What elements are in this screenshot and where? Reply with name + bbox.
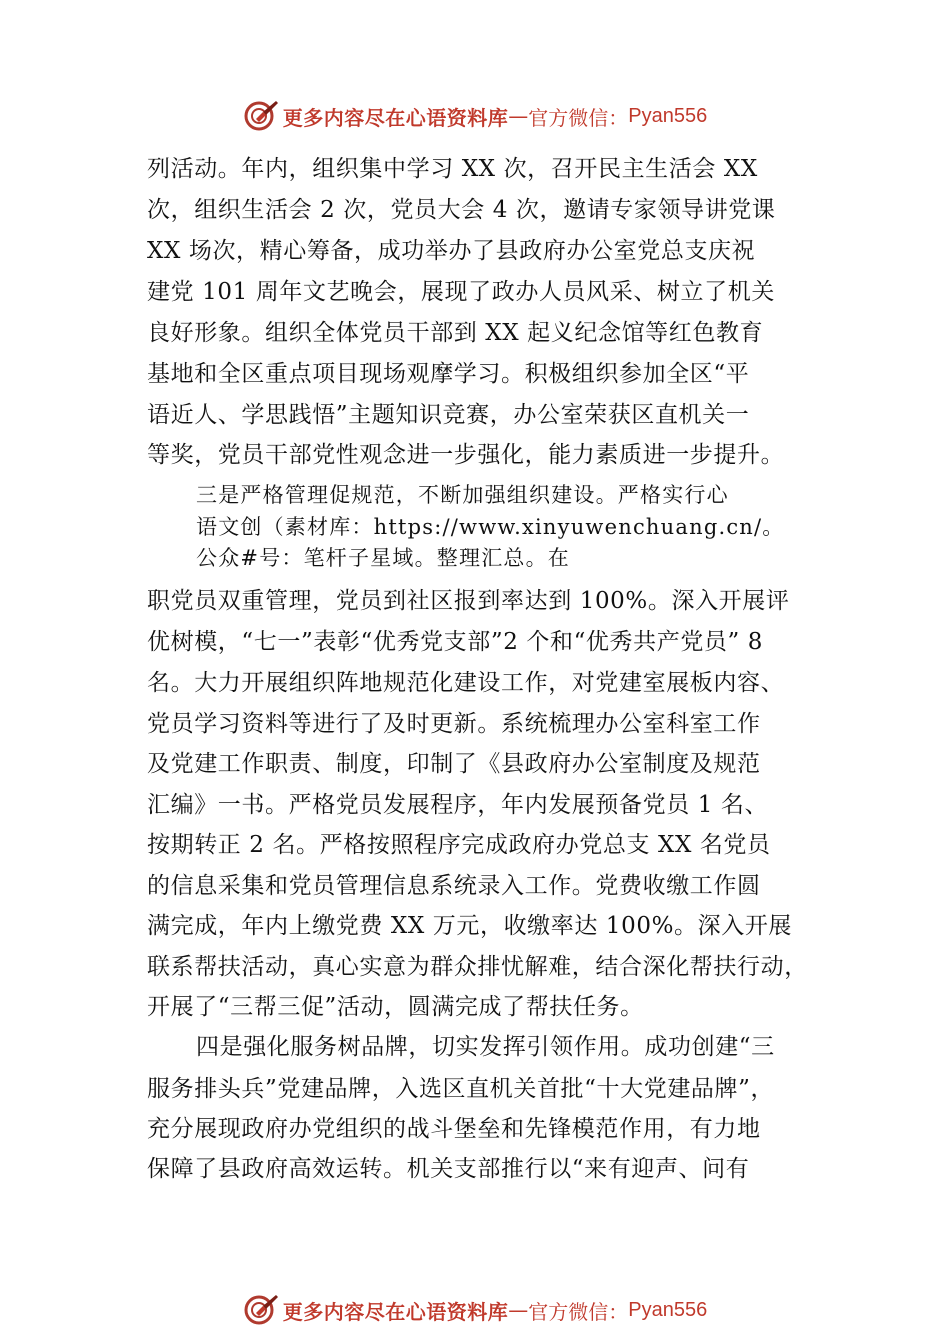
body-line: 开展了“三帮三促”活动，圆满完成了帮扶任务。 [147, 994, 644, 1020]
header-title: 更多内容尽在心语资料库 [282, 105, 509, 130]
body-line: 联系帮扶活动，真心实意为群众排忧解难，结合深化帮扶行动， [147, 954, 808, 980]
body-line: 建党 101 周年文艺晚会，展现了政办人员风采、树立了机关 [147, 279, 775, 305]
header-wechat-label: 官方微信： [528, 105, 629, 130]
header-banner [0, 96, 950, 136]
body-line: 服务排头兵”党建品牌，入选区直机关首批“十大党建品牌”， [147, 1076, 775, 1102]
body-line: 保障了县政府高效运转。机关支部推行以“来有迎声、问有 [147, 1156, 750, 1182]
footer-banner [0, 1290, 950, 1330]
body-line: 四是强化服务树品牌，切实发挥引领作用。成功创建“三 [196, 1034, 775, 1060]
body-line: 语近人、学思践悟”主题知识竞赛，办公室荣获区直机关一 [147, 402, 750, 428]
body-line: 列活动。年内，组织集中学习 XX 次，召开民主生活会 XX [147, 156, 758, 182]
footer-wechat-id: Pyan556 [628, 1298, 708, 1321]
body-line: 职党员双重管理，党员到社区报到率达到 100%。深入开展评 [147, 588, 790, 614]
body-line: 良好形象。组织全体党员干部到 XX 起义纪念馆等红色教育 [147, 320, 764, 346]
body-line: 满完成，年内上缴党费 XX 万元，收缴率达 100%。深入开展 [147, 913, 793, 939]
body-line: 汇编》一书。严格党员发展程序，年内发展预备党员 1 名、 [147, 792, 769, 818]
body-line: 优树模，“七一”表彰“优秀党支部”2 个和“优秀共产党员” 8 [147, 629, 764, 655]
body-line: 等奖，党员干部党性观念进一步强化，能力素质进一步提升。 [147, 442, 785, 468]
pen-logo-icon [243, 98, 279, 134]
body-line: 公众#号：笔杆子星域。整理汇总。在 [196, 546, 570, 570]
body-line: 按期转正 2 名。严格按照程序完成政府办党总支 XX 名党员 [147, 832, 771, 858]
header-wechat-id: Pyan556 [628, 104, 708, 127]
body-line: 及党建工作职责、制度，印制了《县政府办公室制度及规范 [147, 751, 761, 777]
body-line: 三是严格管理促规范，不断加强组织建设。严格实行心 [196, 483, 729, 507]
footer-title: 更多内容尽在心语资料库 [282, 1299, 509, 1324]
body-line: 语文创（素材库：https://www.xinyuwenchuang.cn/。 [196, 515, 785, 539]
body-line: 的信息采集和党员管理信息系统录入工作。党费收缴工作圆 [147, 873, 761, 899]
body-line: 基地和全区重点项目现场观摩学习。积极组织参加全区“平 [147, 361, 750, 387]
header-dash: — [508, 104, 529, 128]
body-line: 名。大力开展组织阵地规范化建设工作，对党建室展板内容、 [147, 670, 785, 696]
body-line: 次，组织生活会 2 次，党员大会 4 次，邀请专家领导讲党课 [147, 197, 776, 223]
footer-wechat-label: 官方微信： [528, 1299, 629, 1324]
pen-logo-icon [243, 1292, 279, 1328]
footer-dash: — [508, 1298, 529, 1322]
body-line: 党员学习资料等进行了及时更新。系统梳理办公室科室工作 [147, 711, 761, 737]
body-line: 充分展现政府办党组织的战斗堡垒和先锋模范作用，有力地 [147, 1116, 761, 1142]
body-line: XX 场次，精心筹备，成功举办了县政府办公室党总支庆祝 [147, 238, 756, 264]
